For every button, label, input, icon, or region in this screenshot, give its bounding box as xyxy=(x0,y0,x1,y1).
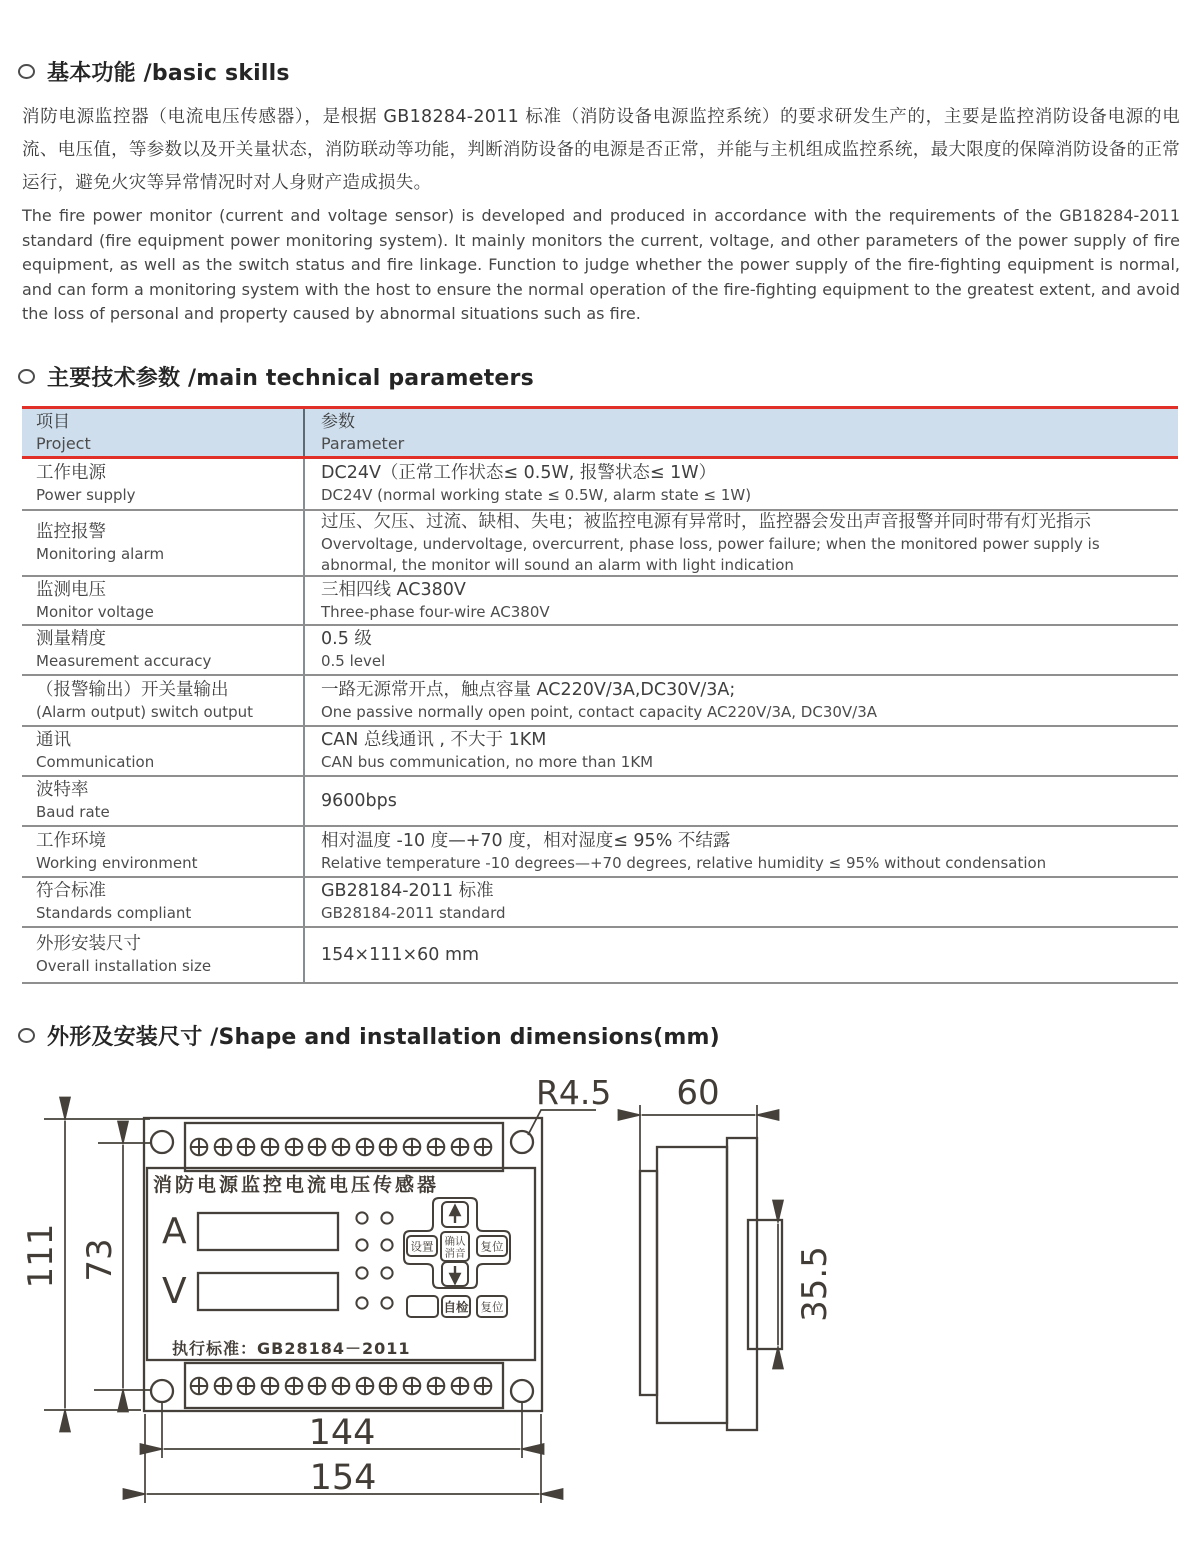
row-label-cn: 测量精度 xyxy=(36,629,106,650)
row-value-en: DC24V (normal working state ≤ 0.5W, alarm state ≤ 1W) xyxy=(321,486,752,505)
volt-label: V xyxy=(162,1271,187,1312)
section-dims-title: 外形及安装尺寸 /Shape and installation dimensions(mm) xyxy=(47,1025,720,1050)
selfcheck-button-label: 自检 xyxy=(443,1299,469,1315)
row-label-en: Measurement accuracy xyxy=(36,652,212,671)
row-value-en: CAN bus communication, no more than 1KM xyxy=(321,753,654,772)
set-button-label: 设置 xyxy=(410,1239,434,1254)
row-label-cn: 通讯 xyxy=(36,730,71,751)
row-value-cn: 9600bps xyxy=(321,790,397,811)
front-panel-rect xyxy=(147,1168,535,1360)
confirm-label: 确认 xyxy=(444,1235,466,1248)
row-label-en: Standards compliant xyxy=(36,904,192,923)
section-basic-title: 基本功能 /basic skills xyxy=(47,61,290,86)
row-value-cn: 154×111×60 mm xyxy=(321,944,480,965)
basic-paragraph-cn: 消防电源监控器（电流电压传感器），是根据 GB18284-2011 标准（消防设备电源监控系统）的要求研发生产的，主要是监控消防设备电源的电流、电压值，等参数以及开关量状态，消防联动等功能，判断消防设备的电源是否正常，并能与主机组成监控系统，最大限度的保障消防设备的正常运行，避免火灾等异常情况时对人身财产造成损失。 xyxy=(22,107,1180,193)
row-label-en: Overall installation size xyxy=(36,957,212,976)
row-value-en: 0.5 level xyxy=(321,652,386,671)
row-value-en: One passive normally open point, contact capacity AC220V/3A, DC30V/3A xyxy=(321,702,878,721)
mounting-hole xyxy=(151,1131,173,1153)
row-label-en: Monitoring alarm xyxy=(36,545,165,564)
side-front-bezel xyxy=(640,1171,657,1395)
row-value-cn: 一路无源常开点，触点容量 AC220V/3A,DC30V/3A; xyxy=(321,679,736,700)
row-value-cn: DC24V（正常工作状态≤ 0.5W, 报警状态≤ 1W） xyxy=(321,463,717,484)
row-label-cn: 外形安装尺寸 xyxy=(36,934,141,955)
side-view-outline xyxy=(640,1138,782,1430)
header-project-cn: 项目 xyxy=(36,411,70,432)
ampere-label: A xyxy=(162,1211,187,1252)
dim-73: 73 xyxy=(80,1238,120,1282)
dim-60: 60 xyxy=(676,1073,720,1113)
row-label-en: Working environment xyxy=(36,853,198,872)
dim-r45: R4.5 xyxy=(536,1073,612,1112)
row-value-cn: 过压、欠压、过流、缺相、失电；被监控电源有异常时，监控器会发出声音报警并同时带有灯光指示 xyxy=(321,512,1091,532)
indicator-leds xyxy=(356,1212,392,1308)
side-body-rect xyxy=(657,1147,727,1423)
row-label-en: Monitor voltage xyxy=(36,602,154,621)
row-label-en: Power supply xyxy=(36,486,136,505)
row-value-en: Overvoltage, undervoltage, overcurrent, phase loss, power failure; when the monitored power supply is abnormal, the monitor will sound an alarm with light indication xyxy=(321,535,1100,574)
basic-paragraph-en: The fire power monitor (current and voltage sensor) is developed and produced in accordance with the requirements of the GB18284-2011 standard (fire equipment power monitoring system). It mainly monitors the current, voltage, and other parameters of the power supply of fire equipment, as well as the switch status and fire linkage. Function to judge whether the power supply of the fire-fighting equipment is normal, and can form a monitoring system with the host to ensure the normal operation of the fire-fighting equipment to the greatest extent, and avoid the loss of personal and property caused by abnormal situations such as fire. xyxy=(22,206,1180,323)
volt-display xyxy=(198,1273,338,1310)
row-value-cn: 相对温度 -10 度—+70 度，相对湿度≤ 95% 不结露 xyxy=(321,830,731,851)
side-base-rect xyxy=(727,1138,757,1430)
row-label-cn: 监测电压 xyxy=(36,579,106,600)
header-parameter-cn: 参数 xyxy=(321,411,355,432)
header-project-en: Project xyxy=(36,433,91,453)
dim-144: 144 xyxy=(308,1413,376,1453)
section-params-title: 主要技术参数 /main technical parameters xyxy=(47,366,534,391)
row-label-cn: 符合标准 xyxy=(36,881,106,902)
row-label-cn: 监控报警 xyxy=(36,522,106,543)
reset-button-2-label: 复位 xyxy=(480,1300,504,1314)
mounting-hole xyxy=(511,1131,533,1153)
blank-button xyxy=(407,1296,438,1317)
row-value-cn: CAN 总线通讯 , 不大于 1KM xyxy=(321,730,547,751)
row-value-cn: 三相四线 AC380V xyxy=(321,579,466,600)
row-label-en: Baud rate xyxy=(36,803,110,822)
row-label-cn: 波特率 xyxy=(36,780,89,801)
dim-154: 154 xyxy=(309,1458,377,1498)
mounting-hole xyxy=(511,1380,533,1402)
din-clip-rect xyxy=(748,1220,782,1349)
mute-label: 消音 xyxy=(444,1247,466,1260)
reset-button-label: 复位 xyxy=(480,1239,504,1254)
row-value-cn: 0.5 级 xyxy=(321,629,372,650)
row-value-en: Three-phase four-wire AC380V xyxy=(321,602,550,621)
row-label-cn: （报警输出）开关量输出 xyxy=(36,679,229,700)
dim-355: 35.5 xyxy=(795,1246,835,1322)
row-value-en: Relative temperature -10 degrees—+70 degrees, relative humidity ≤ 95% without condensation xyxy=(321,853,1047,872)
mounting-hole xyxy=(151,1380,173,1402)
row-label-cn: 工作环境 xyxy=(36,830,106,851)
ampere-display xyxy=(198,1213,338,1250)
standard-note: 执行标准：GB28184－2011 xyxy=(172,1339,411,1358)
row-label-en: Communication xyxy=(36,753,155,772)
panel-title: 消防电源监控电流电压传感器 xyxy=(153,1174,440,1196)
header-parameter-en: Parameter xyxy=(321,433,405,453)
dim-111: 111 xyxy=(21,1223,61,1289)
row-label-en: (Alarm output) switch output xyxy=(36,702,253,721)
row-value-cn: GB28184-2011 标准 xyxy=(321,881,494,902)
row-label-cn: 工作电源 xyxy=(36,463,106,484)
row-value-en: GB28184-2011 standard xyxy=(321,904,506,923)
